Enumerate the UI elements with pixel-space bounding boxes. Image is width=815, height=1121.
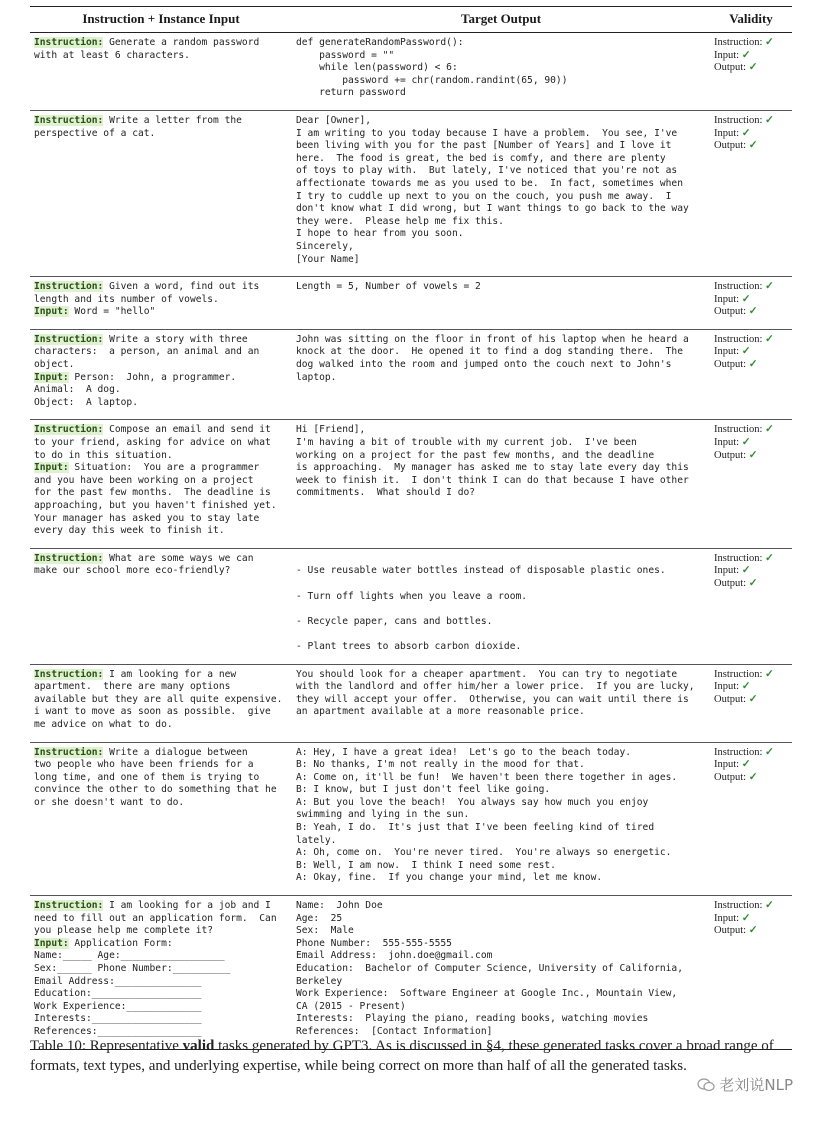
- validity-cell: [710, 329, 792, 420]
- validity-line: [714, 681, 788, 694]
- instruction-text: Write a story with three characters: a person, an animal and an object.: [34, 333, 260, 371]
- table-row: [30, 420, 792, 548]
- check-icon: ✓: [765, 746, 774, 758]
- check-icon: ✓: [748, 771, 758, 783]
- validity-line: [714, 565, 788, 578]
- validity-label: Output:: [714, 771, 747, 783]
- instruction-label: Instruction:: [34, 114, 104, 126]
- check-icon: ✓: [741, 759, 751, 771]
- table-header-row: [30, 7, 792, 33]
- validity-line: [714, 306, 788, 319]
- check-icon: ✓: [748, 62, 758, 74]
- target-output-cell: John was sitting on the floor in front of his laptop when he heard a knock at the door. He opened it to find a dog standing there. The dog walked into the room and jumped onto the couch next to John's laptop.: [292, 329, 710, 420]
- input-text: Person: John, a programmer. Animal: A dog. Object: A laptop.: [34, 371, 237, 408]
- check-icon: ✓: [765, 333, 774, 345]
- check-icon: ✓: [765, 552, 774, 564]
- validity-line: [714, 50, 788, 63]
- caption-bold: valid: [182, 1038, 215, 1054]
- validity-line: [714, 553, 788, 566]
- instruction-cell: [30, 277, 292, 330]
- table-row: [30, 896, 792, 1050]
- input-text: Situation: You are a programmer and you have been working on a project for the past few months. The deadline is approaching, but you haven't finished yet. Your manager has asked you to stay late every day this week to finish it.: [34, 462, 277, 537]
- validity-cell: [710, 664, 792, 742]
- input-label: Input:: [34, 462, 69, 474]
- validity-label: Output:: [714, 62, 747, 74]
- input-label: Input:: [34, 937, 69, 949]
- validity-line: [714, 925, 788, 938]
- validity-cell: [710, 742, 792, 896]
- caption-text-post: tasks generated by GPT3. As is discussed in §4, these generated tasks cover a broad range of formats, text types, and underlying expertise, while being correct on more than half of all the generated tasks.: [30, 1038, 774, 1074]
- instruction-text: Write a letter from the perspective of a cat.: [34, 114, 242, 139]
- validity-cell: [710, 110, 792, 276]
- validity-line: [714, 281, 788, 294]
- instruction-cell: [30, 329, 292, 420]
- check-icon: ✓: [765, 37, 774, 48]
- validity-label: Input:: [714, 759, 740, 771]
- validity-cell: [710, 33, 792, 111]
- validity-label: Instruction:: [714, 746, 763, 758]
- validity-label: Input:: [714, 681, 740, 693]
- validity-line: [714, 759, 788, 772]
- target-output-cell: Dear [Owner], I am writing to you today because I have a problem. You see, I've been living with you for the past [Number of Years] and I love it here. The food is great, the bed is comfy, and there are plenty of toys to play with. But lately, I've noticed that you're not as affectionate towards me as you used to be. In fact, sometimes when I try to cuddle up next to you on the couch, you push me away. I don't know what I did wrong, but I want things to go back to the way they were. Please help me fix this. I hope to hear from you soon. Sincerely, [Your Name]: [292, 110, 710, 276]
- instruction-label: Instruction:: [34, 552, 104, 564]
- validity-line: [714, 140, 788, 153]
- validity-label: Output:: [714, 577, 747, 589]
- validity-label: Instruction:: [714, 668, 763, 680]
- input-text: Word = "hello": [68, 306, 156, 318]
- validity-label: Input:: [714, 127, 740, 139]
- validity-label: Instruction:: [714, 900, 763, 912]
- validity-label: Input:: [714, 293, 740, 305]
- check-icon: ✓: [765, 668, 774, 680]
- instruction-text: What are some ways we can make our school more eco-friendly?: [34, 552, 254, 577]
- validity-label: Instruction:: [714, 424, 763, 436]
- wechat-icon: [697, 1078, 715, 1092]
- check-icon: ✓: [765, 424, 774, 436]
- validity-label: Output:: [714, 693, 747, 705]
- input-text: Application Form: Name:_____ Age:__________________ Sex:______ Phone Number:__________ Email Address:_______________ Education:___________________ Work Experience:_____________ Interests:___________________ References:__________________: [34, 937, 231, 1037]
- validity-line: [714, 359, 788, 372]
- check-icon: ✓: [741, 912, 751, 924]
- validity-label: Instruction:: [714, 114, 763, 126]
- input-label: Input:: [34, 306, 69, 318]
- validity-line: [714, 578, 788, 591]
- results-table: [30, 6, 792, 1050]
- validity-label: Input:: [714, 437, 740, 449]
- table-caption: [30, 1037, 796, 1076]
- instruction-cell: [30, 664, 292, 742]
- header-instruction: Instruction + Instance Input: [30, 7, 292, 33]
- instruction-label: Instruction:: [34, 37, 104, 48]
- check-icon: ✓: [741, 49, 751, 61]
- header-target-output: Target Output: [292, 7, 710, 33]
- validity-line: [714, 334, 788, 347]
- caption-text-pre: Representative: [86, 1038, 183, 1054]
- watermark: [697, 1074, 793, 1095]
- validity-line: [714, 913, 788, 926]
- validity-label: Instruction:: [714, 552, 763, 564]
- validity-line: [714, 772, 788, 785]
- validity-label: Input:: [714, 912, 740, 924]
- table-row: [30, 33, 792, 111]
- instruction-cell: [30, 33, 292, 111]
- validity-label: Output:: [714, 449, 747, 461]
- instruction-cell: [30, 110, 292, 276]
- validity-label: Instruction:: [714, 333, 763, 345]
- validity-cell: [710, 277, 792, 330]
- check-icon: ✓: [748, 359, 758, 371]
- check-icon: ✓: [741, 437, 751, 449]
- instruction-cell: [30, 548, 292, 664]
- header-validity: Validity: [710, 7, 792, 33]
- table-row: [30, 277, 792, 330]
- validity-line: [714, 62, 788, 75]
- table-row: [30, 742, 792, 896]
- validity-label: Instruction:: [714, 37, 763, 48]
- instruction-text: Compose an email and send it to your friend, asking for advice on what to do in this situation.: [34, 424, 271, 461]
- input-label: Input:: [34, 371, 69, 383]
- validity-line: [714, 294, 788, 307]
- instruction-label: Instruction:: [34, 900, 104, 912]
- check-icon: ✓: [748, 693, 758, 705]
- validity-cell: [710, 548, 792, 664]
- validity-label: Instruction:: [714, 281, 763, 293]
- table-row: [30, 548, 792, 664]
- validity-line: [714, 900, 788, 913]
- table-row: [30, 110, 792, 276]
- target-output-cell: Name: John Doe Age: 25 Sex: Male Phone Number: 555-555-5555 Email Address: john.doe@gmail.com Education: Bachelor of Computer Science, University of California, Berkeley Work Experience: Software Engineer at Google Inc., Mountain View, CA (2015 - Present) Interests: Playing the piano, reading books, watching movies References: [Contact Information]: [292, 896, 710, 1050]
- target-output-cell: - Use reusable water bottles instead of disposable plastic ones. - Turn off lights when you leave a room. - Recycle paper, cans and bottles. - Plant trees to absorb carbon dioxide.: [292, 548, 710, 664]
- instruction-label: Instruction:: [34, 424, 104, 436]
- check-icon: ✓: [741, 293, 751, 305]
- validity-line: [714, 450, 788, 463]
- instruction-text: Write a dialogue between two people who have been friends for a long time, and one of them is trying to convince the other to do something that he or she doesn't want to do.: [34, 746, 277, 808]
- validity-line: [714, 437, 788, 450]
- check-icon: ✓: [765, 900, 774, 912]
- check-icon: ✓: [748, 577, 758, 589]
- instruction-cell: [30, 742, 292, 896]
- validity-line: [714, 694, 788, 707]
- table-row: [30, 329, 792, 420]
- check-icon: ✓: [741, 565, 751, 577]
- validity-cell: [710, 896, 792, 1050]
- target-output-cell: You should look for a cheaper apartment. You can try to negotiate with the landlord and offer him/her a lower price. If you are lucky, they will accept your offer. Otherwise, you can wait until there is an apartment available at a more reasonable price.: [292, 664, 710, 742]
- validity-line: [714, 115, 788, 128]
- instruction-cell: [30, 896, 292, 1050]
- validity-line: [714, 128, 788, 141]
- watermark-text: 老刘说NLP: [719, 1076, 793, 1094]
- validity-label: Output:: [714, 306, 747, 318]
- check-icon: ✓: [765, 114, 774, 126]
- instruction-text: Generate a random password with at least 6 characters.: [34, 37, 260, 61]
- target-output-cell: def generateRandomPassword(): password = "" while len(password) < 6: password += chr(random.randint(65, 90)) return password: [292, 33, 710, 111]
- validity-label: Input:: [714, 49, 740, 61]
- validity-label: Output:: [714, 925, 747, 937]
- check-icon: ✓: [741, 681, 751, 693]
- instruction-cell: [30, 420, 292, 548]
- validity-label: Output:: [714, 359, 747, 371]
- check-icon: ✓: [748, 306, 758, 318]
- check-icon: ✓: [748, 140, 758, 152]
- check-icon: ✓: [741, 346, 751, 358]
- check-icon: ✓: [765, 281, 774, 293]
- validity-cell: [710, 420, 792, 548]
- instruction-label: Instruction:: [34, 333, 104, 345]
- instruction-text: Given a word, find out its length and its number of vowels.: [34, 281, 260, 305]
- target-output-cell: Length = 5, Number of vowels = 2: [292, 277, 710, 330]
- instruction-text: I am looking for a new apartment. there are many options available but they are all quite expensive. i want to move as soon as possible. give me advice on what to do.: [34, 668, 283, 730]
- target-output-cell: A: Hey, I have a great idea! Let's go to the beach today. B: No thanks, I'm not really in the mood for that. A: Come on, it'll be fun! We haven't been there together in ages. B: I know, but I just don't feel like going. A: But you love the beach! You always say how much you enjoy swimming and lying in the sun. B: Yeah, I do. It's just that I've been feeling kind of tired lately. A: Oh, come on. You're never tired. You're always so energetic. B: Well, I am now. I think I need some rest. A: Okay, fine. If you change your mind, let me know.: [292, 742, 710, 896]
- instruction-text: I am looking for a job and I need to fill out an application form. Can you please help me complete it?: [34, 900, 277, 937]
- validity-line: [714, 424, 788, 437]
- target-output-cell: Hi [Friend], I'm having a bit of trouble with my current job. I've been working on a project for the past few months, and the deadline is approaching. My manager has asked me to stay late every day this week to finish it. I don't think I can do that because I have other commitments. What should I do?: [292, 420, 710, 548]
- instruction-label: Instruction:: [34, 668, 104, 680]
- validity-label: Input:: [714, 346, 740, 358]
- instruction-label: Instruction:: [34, 281, 104, 293]
- validity-line: [714, 346, 788, 359]
- validity-label: Output:: [714, 140, 747, 152]
- check-icon: ✓: [748, 925, 758, 937]
- validity-label: Input:: [714, 565, 740, 577]
- table-row: [30, 664, 792, 742]
- instruction-label: Instruction:: [34, 746, 104, 758]
- caption-label: Table 10:: [30, 1038, 87, 1054]
- validity-line: [714, 747, 788, 760]
- check-icon: ✓: [741, 127, 751, 139]
- table-body: [30, 33, 792, 1050]
- validity-line: [714, 669, 788, 682]
- validity-line: [714, 37, 788, 50]
- check-icon: ✓: [748, 449, 758, 461]
